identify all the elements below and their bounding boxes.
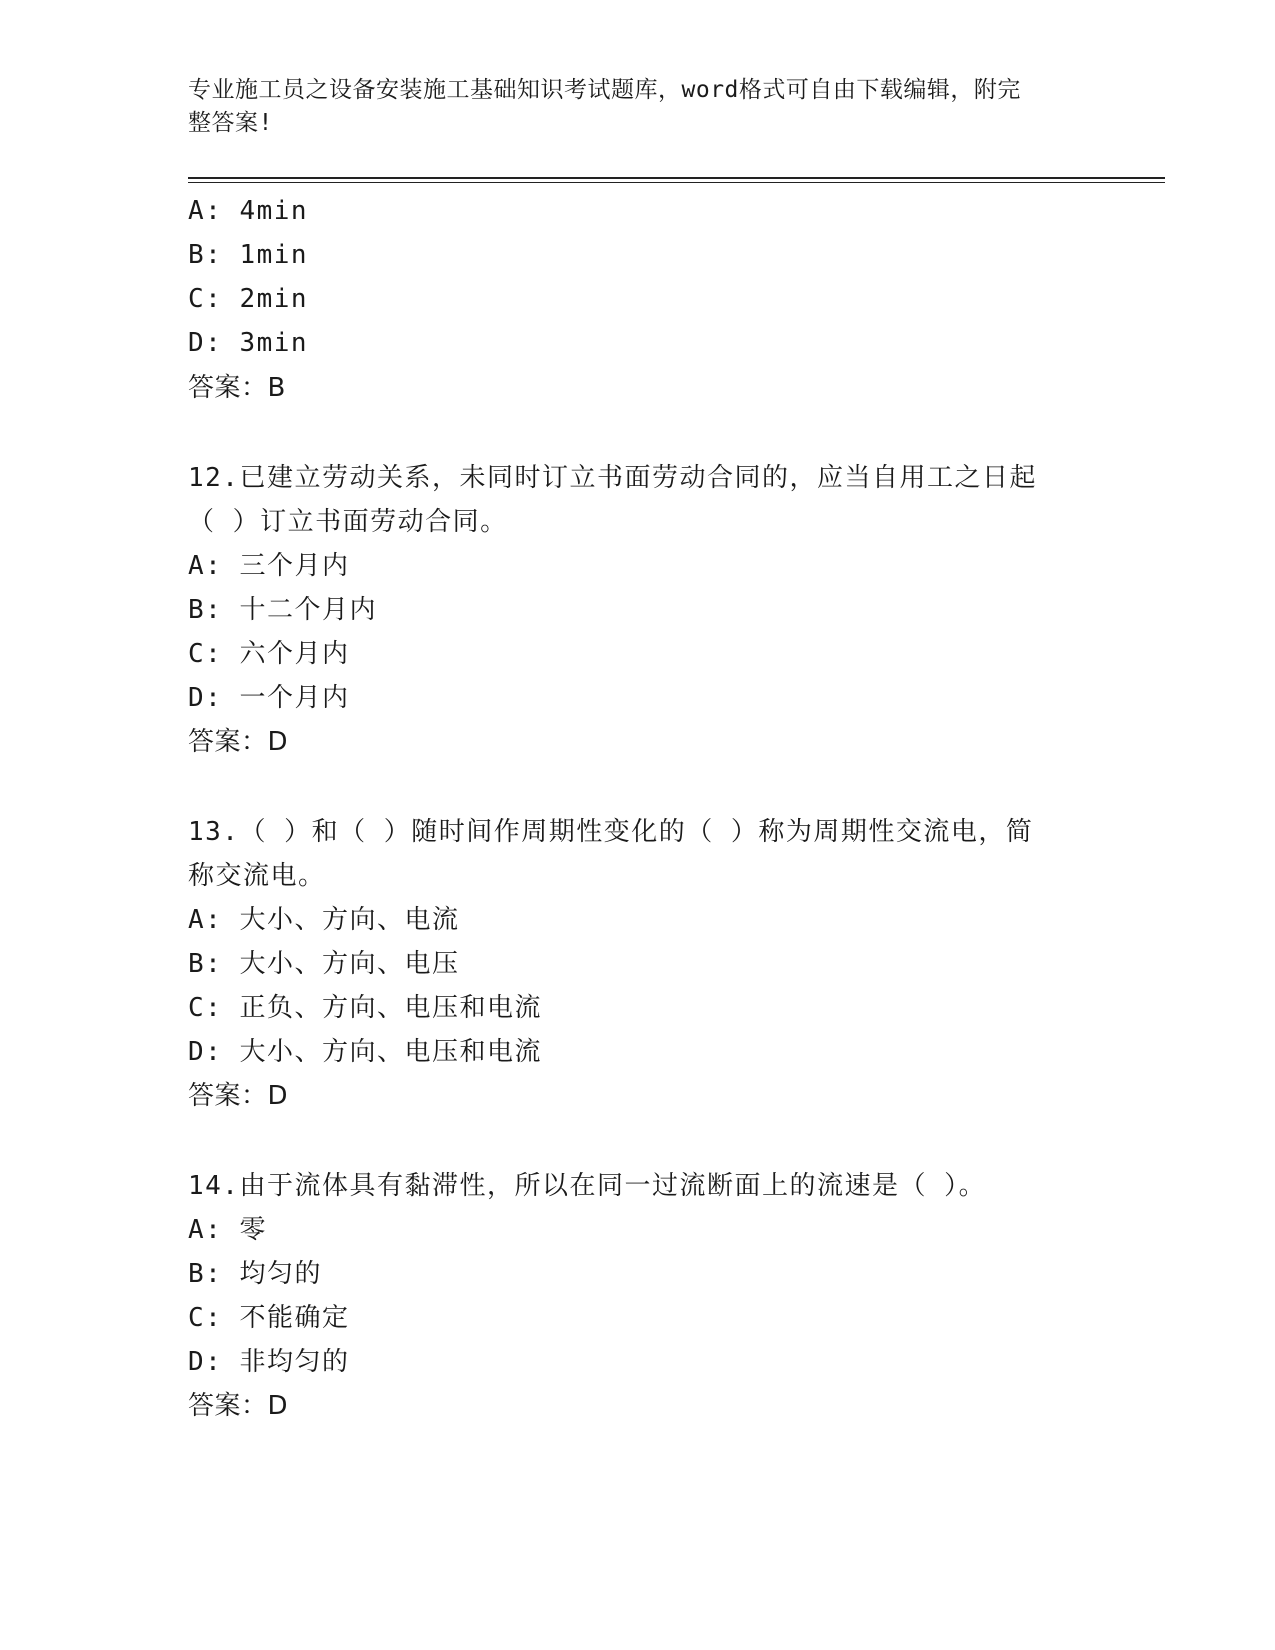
q12-answer: 答案：D [188,727,289,757]
header-divider-thick [188,177,1165,179]
q12-stem-line-2: （ ）订立书面劳动合同。 [188,507,508,537]
q11-option-b: B: 1min [188,240,309,270]
q14-option-a: A: 零 [188,1215,267,1245]
q11-option-c: C: 2min [188,284,309,314]
q13-option-d: D: 大小、方向、电压和电流 [188,1037,542,1067]
q13-answer: 答案：D [188,1081,289,1111]
q13-option-c: C: 正负、方向、电压和电流 [188,993,542,1023]
q14-option-b: B: 均匀的 [188,1259,322,1289]
header-divider-thin [188,182,1165,183]
q14-stem-line-1: 14.由于流体具有黏滞性，所以在同一过流断面上的流速是（ ）。 [188,1171,987,1201]
q12-option-c: C: 六个月内 [188,639,350,669]
header-line-2: 整答案! [188,110,273,136]
page-header [188,74,1068,140]
q11-answer: 答案：B [188,373,286,403]
q11-option-a: A: 4min [188,196,309,226]
header-line-1: 专业施工员之设备安装施工基础知识考试题库，word格式可自由下载编辑，附完 [188,77,1021,103]
q14-option-c: C: 不能确定 [188,1303,350,1333]
q13-stem-line-2: 称交流电。 [188,861,326,891]
q13-option-a: A: 大小、方向、电流 [188,905,460,935]
q12-option-a: A: 三个月内 [188,551,350,581]
q12-option-b: B: 十二个月内 [188,595,377,625]
q12-option-d: D: 一个月内 [188,683,350,713]
q14-answer: 答案：D [188,1391,289,1421]
q13-option-b: B: 大小、方向、电压 [188,949,460,979]
q14-option-d: D: 非均匀的 [188,1347,350,1377]
q13-stem-line-1: 13.（ ）和（ ）随时间作周期性变化的（ ）称为周期性交流电，简 [188,817,1034,847]
q12-stem-line-1: 12.已建立劳动关系，未同时订立书面劳动合同的，应当自用工之日起 [188,463,1037,493]
q11-option-d: D: 3min [188,328,309,358]
